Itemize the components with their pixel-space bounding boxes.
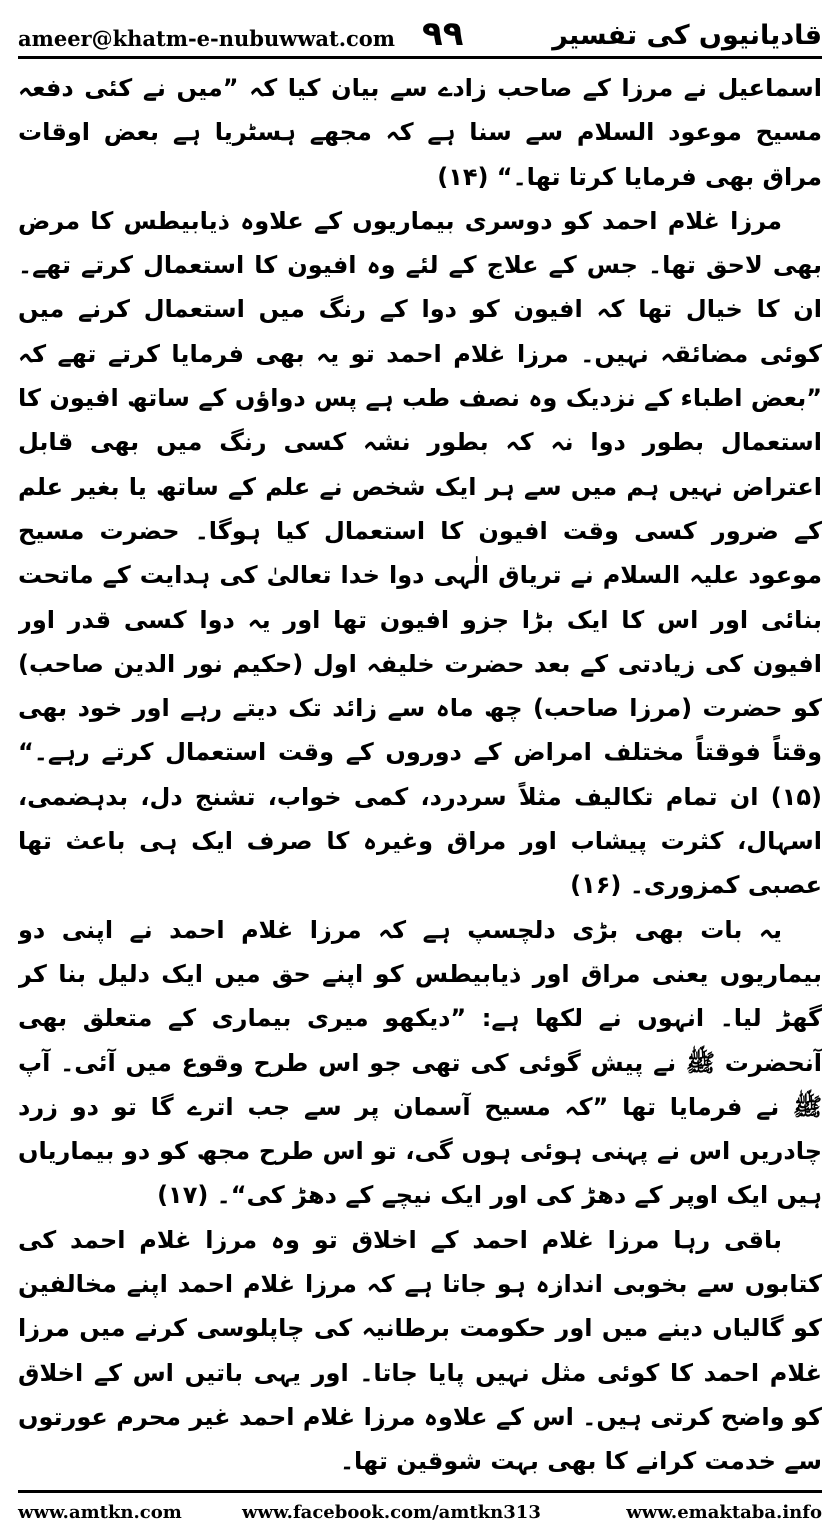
footer-rule [18,1490,822,1493]
footer-link-emaktaba: www.emaktaba.info [626,1502,822,1523]
page-header [18,14,822,54]
paragraph-4: باقی رہا مرزا غلام احمد کے اخلاق تو وہ مرزا غلام احمد کی کتابوں سے بخوبی اندازہ ہو جاتا ہے کہ مرزا غلام احمد اپنے مخالفین کو گالیاں دینے میں اور حکومت برطانیہ کی چاپلوسی کرنے میں مرزا غلام احمد کا کوئی مثل نہیں پایا جاتا۔ اور یہی باتیں اس کے اخلاق کو واضح کرتی ہیں۔ اس کے علاوہ مرزا غلام احمد غیر محرم عورتوں سے خدمت کرانے کا بھی بہت شوقین تھا۔ [18,1225,822,1476]
footer-link-facebook: www.facebook.com/amtkn313 [242,1502,541,1523]
paragraph-3: یہ بات بھی بڑی دلچسپ ہے کہ مرزا غلام احمد نے اپنی دو بیماریوں یعنی مراق اور ذیابیطس کو اپنے حق میں ایک دلیل بنا کر گھڑ لیا۔ انہوں نے لکھا ہے: ”دیکھو میری بیماری کے متعلق بھی آنحضرت ﷺ نے پیش گوئی کی تھی جو اس طرح وقوع میں آئی۔ آپ ﷺ نے فرمایا تھا ”کہ مسیح آسمان پر سے جب اترے گا تو دو زرد چادریں اس نے پہنی ہوئی ہوں گی، تو اس طرح مجھ کو دو بیماریاں ہیں ایک اوپر کے دھڑ کی اور ایک نیچے کے دھڑ کی“۔ (۱۷) [18,915,822,1210]
header-email: ameer@khatm-e-nubuwwat.com [18,26,396,51]
paragraph-2: مرزا غلام احمد کو دوسری بیماریوں کے علاوہ ذیابیطس کا مرض بھی لاحق تھا۔ جس کے علاج کے لئے وہ افیون کا استعمال کرتے تھے۔ ان کا خیال تھا کہ افیون کو دوا کے رنگ میں استعمال کرنے میں کوئی مضائقہ نہیں۔ مرزا غلام احمد تو یہ بھی فرمایا کرتے تھے کہ ”بعض اطباء کے نزدیک وہ نصف طب ہے پس دواؤں کے ساتھ افیون کا استعمال بطور دوا نہ کہ بطور نشہ کسی رنگ میں بھی قابل اعتراض نہیں ہم میں سے ہر ایک شخص نے علم کے ساتھ یا بغیر علم کے ضرور کسی وقت افیون کا استعمال کیا ہوگا۔ حضرت مسیح موعود علیہ السلام نے تریاق الٰہی دوا خدا تعالیٰ کی ہدایت کے ماتحت بنائی اور اس کا ایک بڑا جزو افیون تھا اور یہ دوا کسی قدر اور افیون کی زیادتی کے بعد حضرت خلیفہ اول (حکیم نور الدین صاحب) کو حضرت (مرزا صاحب) چھ ماہ سے زائد تک دیتے رہے اور خود بھی وقتاً فوقتاً مختلف امراض کے دوروں کے وقت استعمال کرتے رہے۔“ (۱۵) ان تمام تکالیف مثلاً سردرد، کمی خواب، تشنج دل، بدہضمی، اسہال، کثرت پیشاب اور مراق وغیرہ کا صرف ایک ہی باعث تھا عصبی کمزوری۔ (۱۶) [18,206,822,900]
page-body [18,66,822,1482]
footer-link-amtkn: www.amtkn.com [18,1502,182,1523]
paragraph-1: اسماعیل نے مرزا کے صاحب زادے سے بیان کیا کہ ”میں نے کئی دفعہ مسیح موعود السلام سے سنا ہے کہ مجھے ہسٹریا ہے بعض اوقات مراق بھی فرمایا کرتا تھا۔“ (۱۴) [18,74,822,191]
book-title: قادیانیوں کی تفسیر [552,20,822,51]
page-number: ۹۹ [422,14,464,54]
header-rule [18,56,822,59]
page-footer [18,1502,822,1532]
